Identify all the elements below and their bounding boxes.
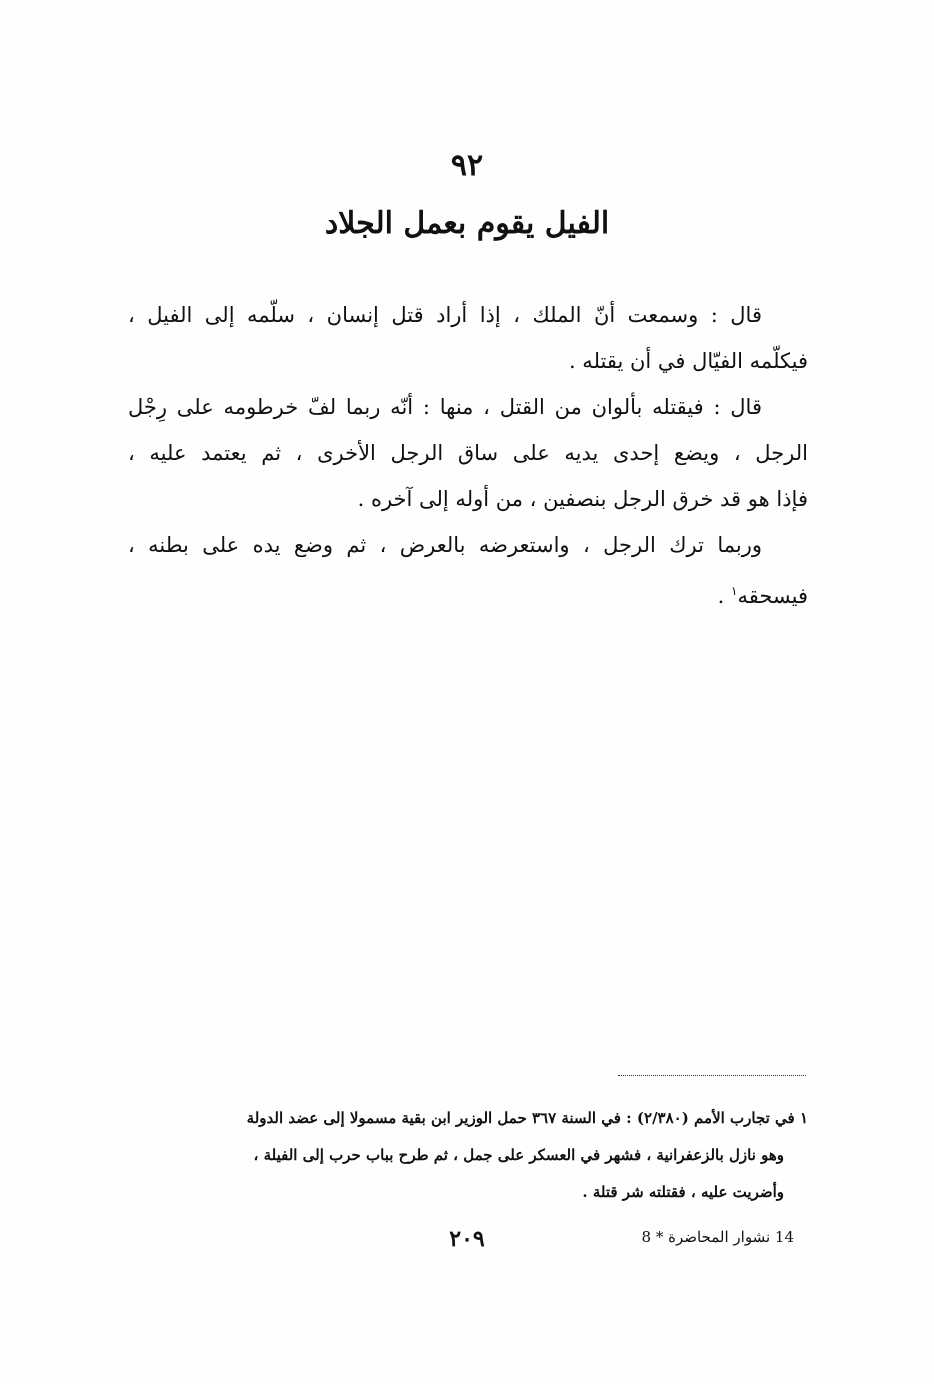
text-line: وربما ترك الرجل ، واستعرضه بالعرض ، ثم وضع يده على بطنه ، xyxy=(128,533,762,557)
footnote-reference[interactable]: ١ xyxy=(731,584,738,598)
paragraph-2 xyxy=(128,384,808,522)
text-fragment: فيسحقه xyxy=(737,584,808,608)
footnote-separator xyxy=(618,1075,806,1076)
section-title: الفيل يقوم بعمل الجلاد xyxy=(324,206,610,241)
text-line-with-footnote xyxy=(128,568,808,619)
footnote-line: ١ في تجارب الأمم (٢/٣٨٠) : في السنة ٣٦٧ حمل الوزير ابن بقية مسمولا إلى عضد الدولة xyxy=(246,1109,808,1127)
footnote-line: وأضريت عليه ، فقتلته شر قتلة . xyxy=(582,1183,784,1201)
footnote-line: وهو نازل بالزعفرانية ، فشهر في العسكر على جمل ، ثم طرح بباب حرب إلى الفيلة ، xyxy=(253,1146,784,1164)
footnote xyxy=(128,1100,808,1211)
text-line: قال : فيقتله بألوان من القتل ، منها : أنّه ربما لفّ خرطومه على رِجْل xyxy=(128,395,762,419)
text-line: فإذا هو قد خرق الرجل بنصفين ، من أوله إلى آخره . xyxy=(357,487,808,511)
page-number: ٢٠٩ xyxy=(449,1226,485,1252)
paragraph-3 xyxy=(128,522,808,619)
printer-signature: 14 نشوار المحاضرة * 8 xyxy=(641,1228,794,1246)
paragraph-1 xyxy=(128,292,808,384)
text-line: الرجل ، ويضع إحدى يديه على ساق الرجل الأخرى ، ثم يعتمد عليه ، xyxy=(128,441,808,465)
text-line: قال : وسمعت أنّ الملك ، إذا أراد قتل إنسان ، سلّمه إلى الفيل ، xyxy=(128,303,762,327)
section-number: ٩٢ xyxy=(450,148,484,183)
text-line: فيكلّمه الفيّال في أن يقتله . xyxy=(568,349,808,373)
body-text xyxy=(128,292,808,619)
text-fragment: . xyxy=(717,584,731,608)
